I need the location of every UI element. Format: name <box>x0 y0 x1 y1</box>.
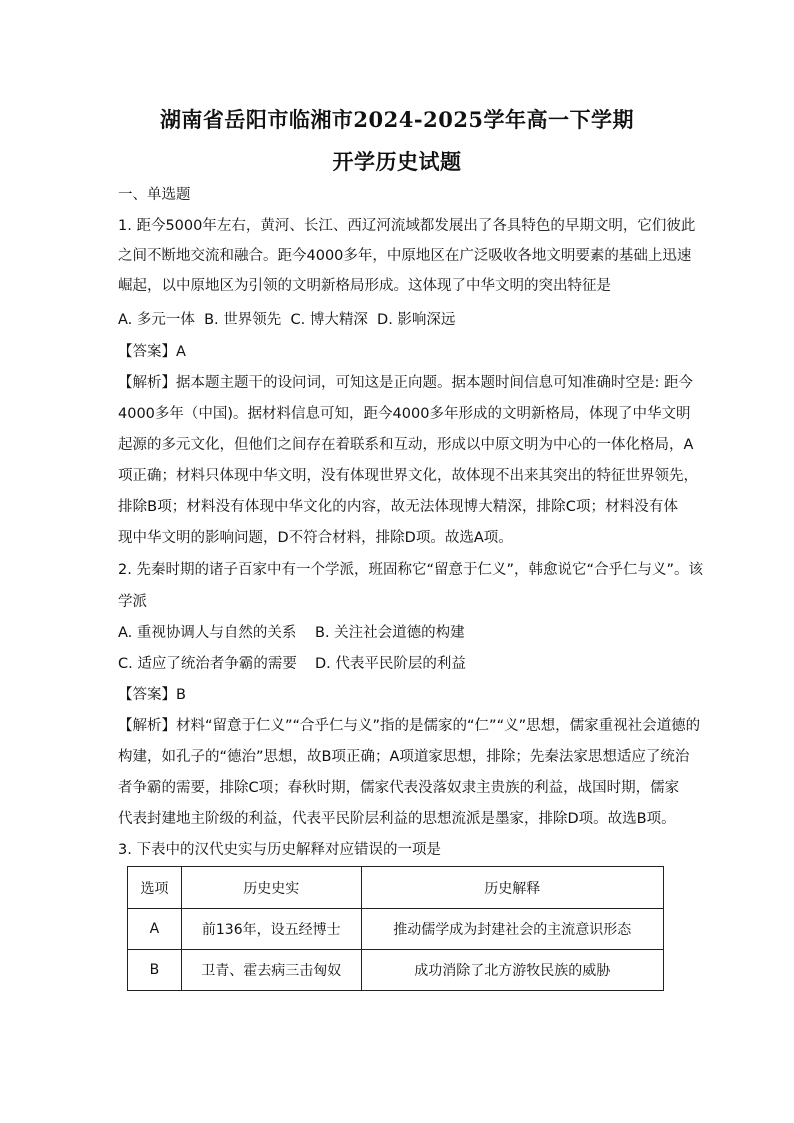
q2-stem-line: 学派 <box>118 594 147 610</box>
table-header-cell: 历史解释 <box>361 867 663 909</box>
table-cell: 成功消除了北方游牧民族的威胁 <box>361 950 663 991</box>
table-cell: 推动儒学成为封建社会的主流意识形态 <box>361 909 663 950</box>
q1-answer: 【答案】A <box>118 344 186 360</box>
q2-options-row <box>118 654 466 674</box>
q1-stem-line: 崛起，以中原地区为引领的文明新格局形成。这体现了中华文明的突出特征是 <box>118 278 611 294</box>
q1-stem-line: 之间不断地交流和融合。距今4000多年，中原地区在广泛吸收各地文明要素的基础上迅速 <box>118 248 692 264</box>
table-cell: A <box>128 909 182 950</box>
q2-answer: 【答案】B <box>118 687 186 703</box>
page-title: 湖南省岳阳市临湘市2024-2025学年高一下学期 <box>159 107 635 132</box>
table-header-row <box>128 867 664 909</box>
table-cell: 前136年，设五经博士 <box>181 909 361 950</box>
q2-analysis-line: 构建，如孔子的“德治”思想，故B项正确；A项道家思想，排除；先秦法家思想适应了统治 <box>118 749 690 765</box>
q2-stem-line: 2. 先秦时期的诸子百家中有一个学派，班固称它“留意于仁义”，韩愈说它“合乎仁与义”。该 <box>118 562 703 578</box>
q1-analysis-line: 起源的多元文化，但他们之间存在着联系和互动，形成以中原文明为中心的一体化格局，A <box>118 437 694 453</box>
q2-option-d: D. 代表平民阶层的利益 <box>315 656 466 672</box>
table-header-cell: 历史史实 <box>181 867 361 909</box>
q2-option-b: B. 关注社会道德的构建 <box>315 625 465 641</box>
q2-option-a: A. 重视协调人与自然的关系 <box>118 625 297 641</box>
q1-analysis-line: 排除B项；材料没有体现中华文化的内容，故无法体现博大精深，排除C项；材料没有体 <box>118 499 678 515</box>
table-row <box>128 950 664 991</box>
q3-stem: 3. 下表中的汉代史实与历史解释对应错误的一项是 <box>118 842 441 858</box>
q1-stem-line: 1. 距今5000年左右，黄河、长江、西辽河流域都发展出了各具特色的早期文明，它们彼此 <box>118 218 696 234</box>
q1-analysis-line: 现中华文明的影响问题，D不符合材料，排除D项。故选A项。 <box>118 530 513 546</box>
q1-analysis-line: 【解析】据本题主题干的设问词，可知这是正向题。据本题时间信息可知准确时空是: 距今 <box>118 375 693 391</box>
q2-option-c: C. 适应了统治者争霸的需要 <box>118 656 297 672</box>
q1-options: A. 多元一体 B. 世界领先 C. 博大精深 D. 影响深远 <box>118 312 456 328</box>
section-heading: 一、单选题 <box>118 187 191 203</box>
q1-analysis-line: 4000多年（中国)。据材料信息可知，距今4000多年形成的文明新格局，体现了中华文明 <box>118 406 691 422</box>
table-row <box>128 909 664 950</box>
q2-analysis-line: 代表封建地主阶级的利益，代表平民阶层利益的思想流派是墨家，排除D项。故选B项。 <box>118 811 676 827</box>
q2-options-row <box>118 623 465 643</box>
page-subtitle: 开学历史试题 <box>332 149 462 174</box>
q2-analysis-line: 者争霸的需要，排除C项；春秋时期，儒家代表没落奴隶主贵族的利益，战国时期，儒家 <box>118 780 680 796</box>
table-cell: B <box>128 950 182 991</box>
q2-analysis-line: 【解析】材料“留意于仁义”“合乎仁与义”指的是儒家的“仁”“义”思想，儒家重视社会道德的 <box>118 718 701 734</box>
table-cell: 卫青、霍去病三击匈奴 <box>181 950 361 991</box>
history-table <box>127 866 664 991</box>
q1-analysis-line: 项正确；材料只体现中华文明，没有体现世界文化，故体现不出来其突出的特征世界领先， <box>118 468 698 484</box>
table-header-cell: 选项 <box>128 867 182 909</box>
